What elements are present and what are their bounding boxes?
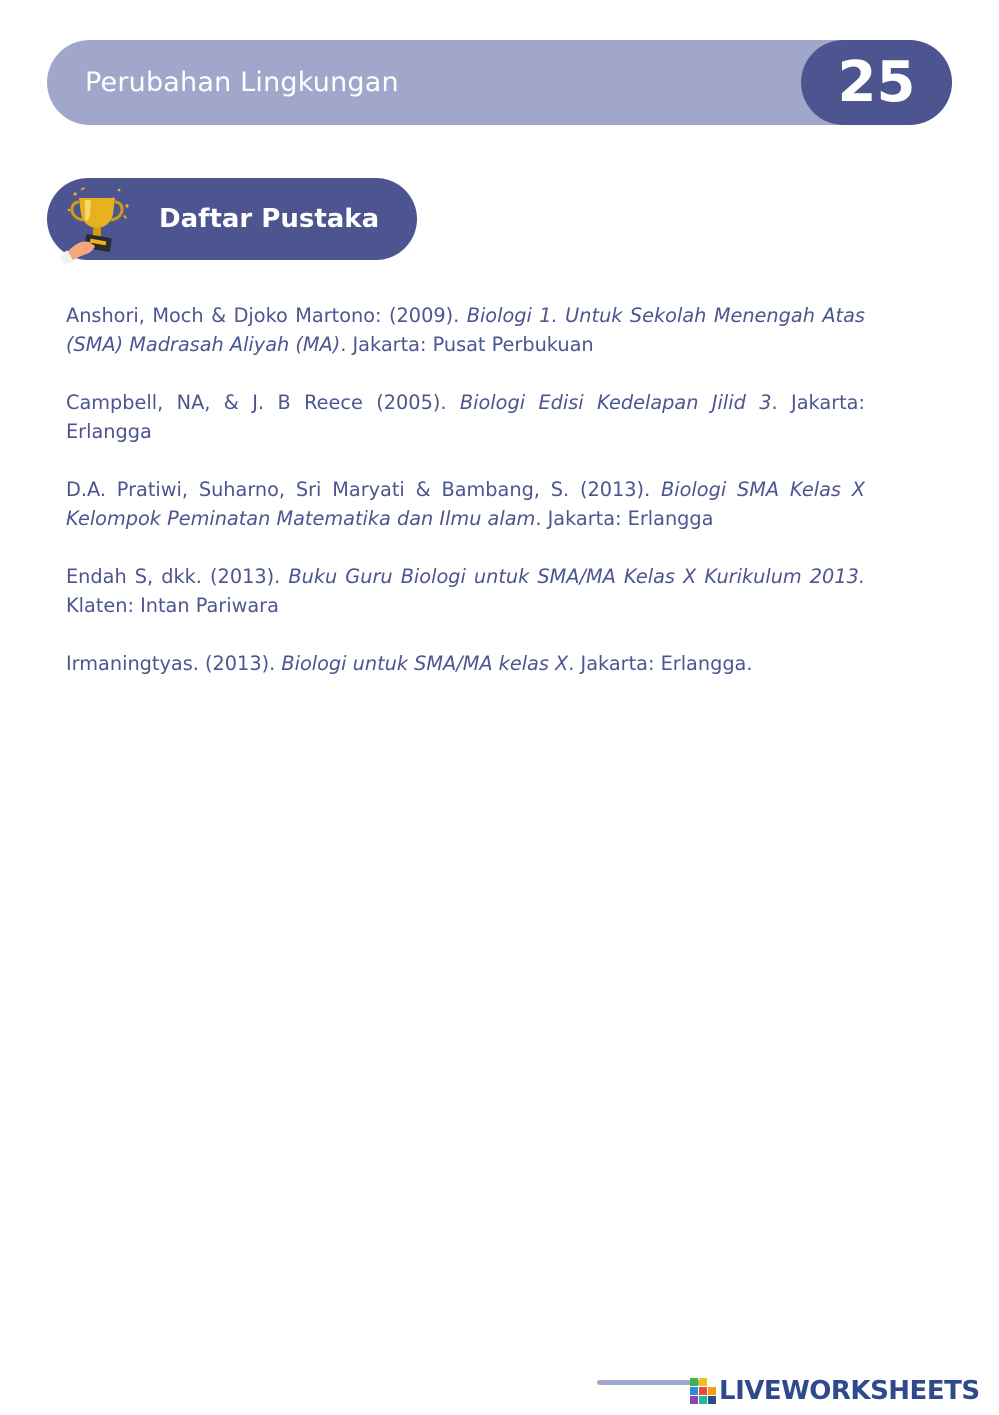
reference-item xyxy=(66,649,865,678)
page-number: 25 xyxy=(801,40,952,125)
reference-publisher: . Jakarta: Pusat Perbukuan xyxy=(340,333,594,356)
reference-title: Buku Guru Biologi untuk SMA/MA Kelas X Kurikulum 2013. xyxy=(288,565,865,588)
chapter-title: Perubahan Lingkungan xyxy=(85,67,399,98)
reference-authors: Anshori, Moch & Djoko Martono: (2009). xyxy=(66,304,467,327)
reference-publisher: . Jakarta: Erlangga xyxy=(66,391,865,443)
section-heading xyxy=(47,178,417,260)
reference-title: Biologi untuk SMA/MA kelas X xyxy=(281,652,569,675)
brand-text: LIVEWORKSHEETS xyxy=(719,1376,980,1406)
liveworksheets-brand[interactable] xyxy=(690,1375,980,1407)
section-title: Daftar Pustaka xyxy=(159,204,380,234)
reference-publisher: . Jakarta: Erlangga. xyxy=(568,652,753,675)
reference-title: Biologi 1. Untuk Sekolah Menengah Atas (SMA) Madrasah Aliyah (MA) xyxy=(66,304,865,356)
reference-title: Biologi Edisi Kedelapan Jilid 3 xyxy=(459,391,772,414)
reference-authors: Irmaningtyas. (2013). xyxy=(66,652,282,675)
reference-authors: D.A. Pratiwi, Suharno, Sri Maryati & Bambang, S. (2013). xyxy=(66,478,662,501)
reference-item xyxy=(66,301,865,359)
reference-item xyxy=(66,562,865,620)
reference-title: Biologi SMA Kelas X Kelompok Peminatan Matematika dan Ilmu alam xyxy=(66,478,865,530)
trophy-icon xyxy=(61,184,141,264)
reference-item xyxy=(66,475,865,533)
reference-authors: Campbell, NA, & J. B Reece (2005). xyxy=(66,391,460,414)
reference-publisher: . Jakarta: Erlangga xyxy=(535,507,714,530)
liveworksheets-logo-icon xyxy=(690,1378,716,1404)
reference-publisher: Klaten: Intan Pariwara xyxy=(66,594,279,617)
reference-item xyxy=(66,388,865,446)
reference-authors: Endah S, dkk. (2013). xyxy=(66,565,289,588)
header-bar xyxy=(47,40,952,125)
reference-list xyxy=(66,301,865,707)
